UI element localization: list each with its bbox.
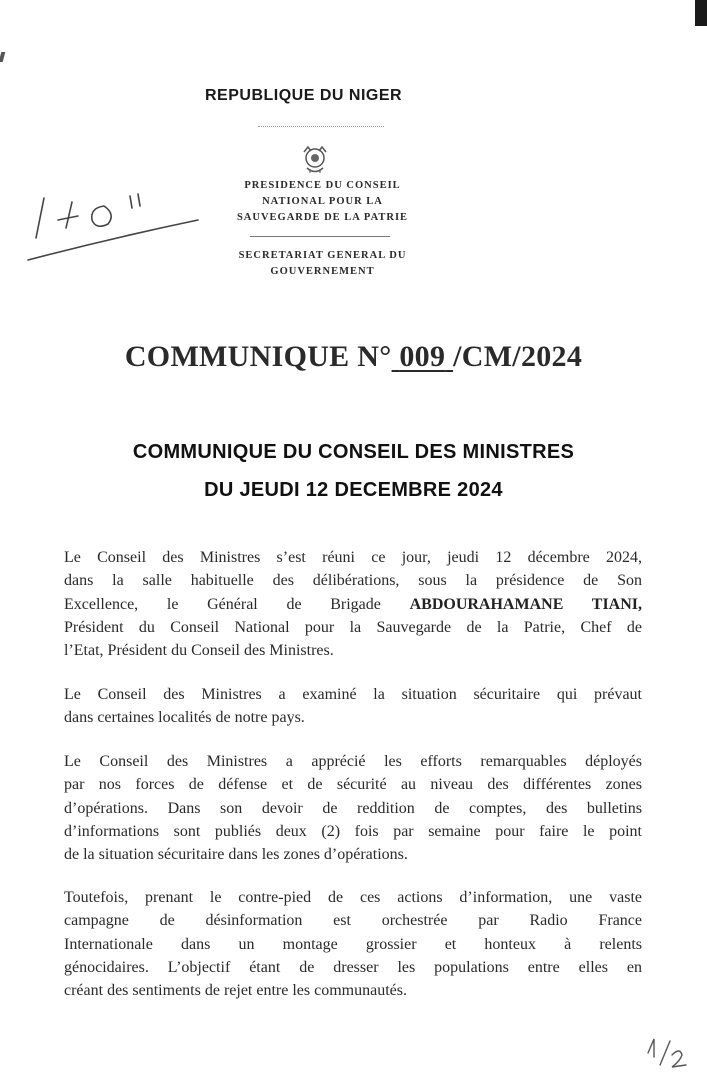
text-line: Le Conseil des Ministres a examiné la situation sécuritaire qui prévaut xyxy=(64,686,642,703)
reference-suffix: /CM/2024 xyxy=(453,340,583,373)
text-line: l’Etat, Président du Conseil des Ministres. xyxy=(64,642,334,660)
presidency-line-3: SAUVEGARDE DE LA PATRIE xyxy=(236,212,409,223)
paragraph-disinformation xyxy=(64,886,642,1002)
country-name: REPUBLIQUE DU NIGER xyxy=(205,87,403,104)
scan-corner-mark xyxy=(0,52,5,62)
coat-of-arms-emblem xyxy=(298,142,332,176)
text-line: Internationale dans un montage grossier et honteux à relents xyxy=(64,935,642,953)
motto-line xyxy=(258,126,384,131)
presidency-line-2: NATIONAL POUR LA xyxy=(262,196,383,207)
text-line: Le Conseil des Ministres a apprécié les efforts remarquables déployés xyxy=(64,753,642,770)
communique-subtitle-line-1: COMMUNIQUE DU CONSEIL DES MINISTRES xyxy=(132,441,575,463)
communique-reference xyxy=(0,340,707,374)
paragraph-security-review xyxy=(64,683,642,730)
header-divider xyxy=(250,236,390,237)
text-line: Président du Conseil National pour la Sauvegarde de la Patrie, Chef de xyxy=(64,618,642,636)
paragraph-session xyxy=(64,546,642,662)
text-line: Toutefois, prenant le contre-pied de ces actions d’information, une vaste xyxy=(64,889,642,906)
paragraph-forces-efforts xyxy=(64,750,642,866)
communique-subtitle-line-2: DU JEUDI 12 DECEMBRE 2024 xyxy=(204,479,503,501)
text-line: dans la salle habituelle des délibérations, sous la présidence de Son xyxy=(64,572,642,590)
text-line: de la situation sécuritaire dans les zones d’opérations. xyxy=(64,846,408,864)
text-line: dans certaines localités de notre pays. xyxy=(64,709,305,727)
secretariat-line-2: GOUVERNEMENT xyxy=(270,266,375,277)
handwritten-annotation xyxy=(22,176,202,266)
presidency-line-1: PRESIDENCE DU CONSEIL xyxy=(244,180,401,191)
text-line: Excellence, le Général de Brigade ABDOURAHAMANE TIANI, xyxy=(64,595,643,613)
text-line: d’informations sont publiés deux (2) fois par semaine pour faire le point xyxy=(64,822,642,840)
text-line: Le Conseil des Ministres s’est réuni ce jour, jeudi 12 décembre 2024, xyxy=(64,549,642,566)
secretariat-line-1: SECRETARIAT GENERAL DU xyxy=(238,250,407,261)
text-line: créant des sentiments de rejet entre les communautés. xyxy=(64,982,407,1000)
text-line: génocidaires. L’objectif étant de dresser les populations entre elles en xyxy=(64,958,642,976)
text-line: par nos forces de défense et de sécurité au niveau des différentes zones xyxy=(64,776,642,794)
reference-prefix: COMMUNIQUE N° xyxy=(124,340,392,373)
text-line: campagne de désinformation est orchestrée par Radio France xyxy=(64,912,642,930)
president-name: ABDOURAHAMANE TIANI, xyxy=(409,595,643,613)
reference-number: 009 xyxy=(399,340,446,373)
scan-edge-mark xyxy=(695,0,707,26)
handwritten-page-number xyxy=(640,1035,690,1071)
text-line: d’opérations. Dans son devoir de reddition de comptes, des bulletins xyxy=(64,799,642,817)
